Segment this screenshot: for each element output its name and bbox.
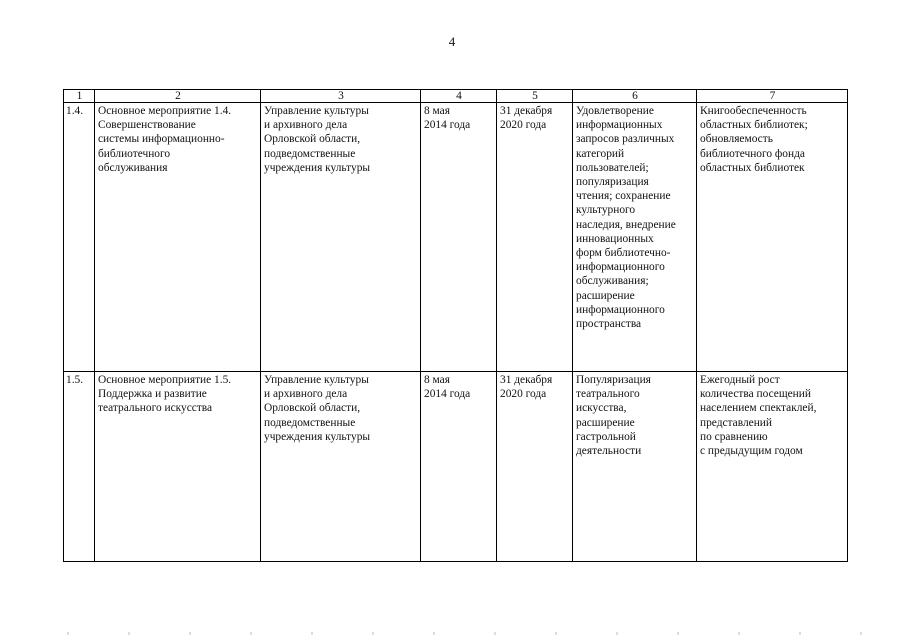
event-name-cell: Основное мероприятие 1.5. Поддержка и развитие театрального искусства [95, 372, 261, 562]
column-header-6: 6 [573, 90, 697, 103]
start-date-cell: 8 мая 2014 года [421, 372, 497, 562]
scan-artifact-line [30, 632, 890, 635]
column-header-5: 5 [497, 90, 573, 103]
event-name-cell: Основное мероприятие 1.4. Совершенствование системы информационно- библиотечного обслуживания [95, 103, 261, 372]
column-header-2: 2 [95, 90, 261, 103]
indicator-cell: Ежегодный рост количества посещений населением спектаклей, представлений по сравнению с предыдущим годом [697, 372, 848, 562]
column-header-3: 3 [261, 90, 421, 103]
expected-result-cell: Удовлетворение информационных запросов различных категорий пользователей; популяризация чтения; сохранение культурного наследия, внедрение инновационных форм библиотечно- информационного обслуживания; расширение информационного пространства [573, 103, 697, 372]
row-number-cell: 1.5. [64, 372, 95, 562]
column-header-7: 7 [697, 90, 848, 103]
table-row [64, 103, 848, 372]
program-events-table [63, 89, 848, 562]
expected-result-cell: Популяризация театрального искусства, расширение гастрольной деятельности [573, 372, 697, 562]
indicator-cell: Книгообеспеченность областных библиотек; обновляемость библиотечного фонда областных библиотек [697, 103, 848, 372]
end-date-cell: 31 декабря 2020 года [497, 103, 573, 372]
column-header-1: 1 [64, 90, 95, 103]
table-row [64, 372, 848, 562]
row-number-cell: 1.4. [64, 103, 95, 372]
executor-cell: Управление культуры и архивного дела Орловской области, подведомственные учреждения культуры [261, 103, 421, 372]
end-date-cell: 31 декабря 2020 года [497, 372, 573, 562]
column-header-4: 4 [421, 90, 497, 103]
executor-cell: Управление культуры и архивного дела Орловской области, подведомственные учреждения культуры [261, 372, 421, 562]
start-date-cell: 8 мая 2014 года [421, 103, 497, 372]
page-number: 4 [448, 34, 456, 49]
table-header-row [64, 90, 848, 103]
